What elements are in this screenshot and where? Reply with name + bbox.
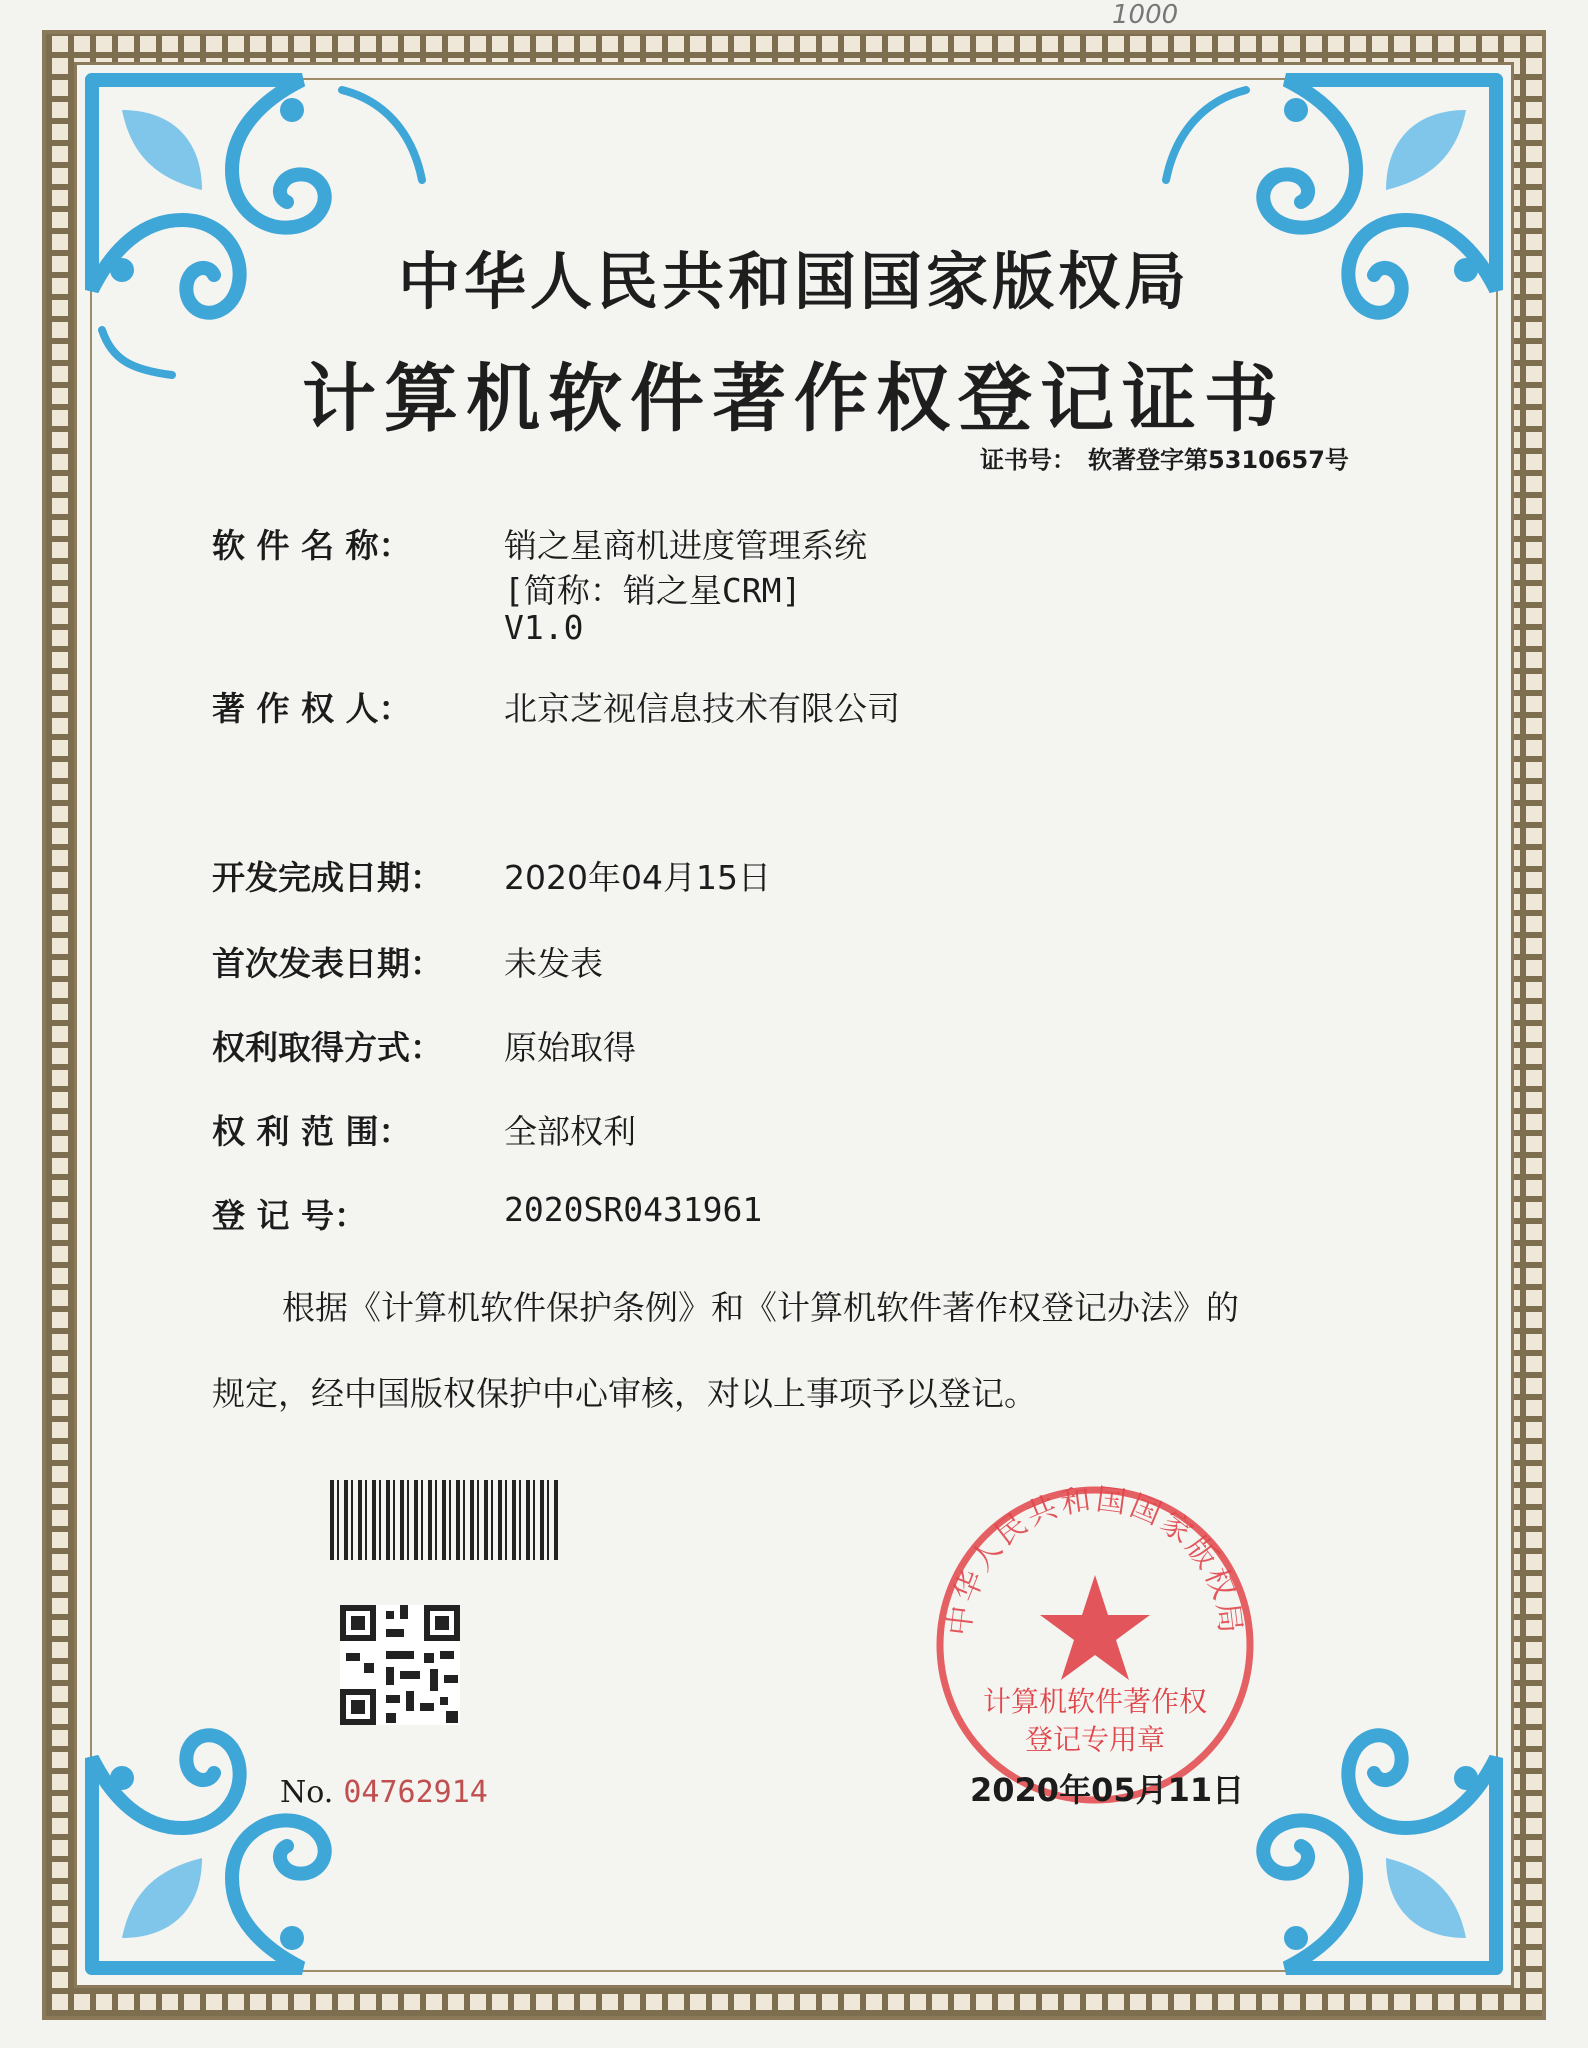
certificate-title: 计算机软件著作权登记证书 bbox=[302, 356, 1286, 442]
reg-no-value: 2020SR0431961 bbox=[504, 1190, 763, 1229]
corner-ornament-icon bbox=[82, 70, 442, 380]
software-name-value: 销之星商机进度管理系统 bbox=[504, 526, 867, 565]
reg-no-row bbox=[212, 1190, 763, 1237]
statement-line-1: 根据《计算机软件保护条例》和《计算机软件著作权登记办法》的 bbox=[282, 1288, 1239, 1327]
issue-date: 2020年05月11日 bbox=[970, 1771, 1245, 1809]
owner-label: 著 作 权 人： bbox=[212, 689, 412, 728]
statement-line-2: 规定，经中国版权保护中心审核，对以上事项予以登记。 bbox=[212, 1374, 1037, 1413]
official-seal-icon bbox=[930, 1480, 1260, 1810]
scope-row bbox=[212, 1106, 636, 1153]
first-pub-row bbox=[212, 938, 603, 985]
seal-line-1: 计算机软件著作权 bbox=[982, 1685, 1207, 1718]
certificate-number bbox=[980, 440, 1349, 475]
first-pub-value: 未发表 bbox=[504, 944, 603, 983]
software-name-row bbox=[212, 520, 867, 567]
seal-ring-text: 中华人民共和国国家版权局 bbox=[942, 1482, 1248, 1638]
owner-value: 北京芝视信息技术有限公司 bbox=[504, 689, 900, 728]
dev-date-row bbox=[212, 852, 771, 899]
dev-date-value: 2020年04月15日 bbox=[504, 858, 771, 897]
seal-line-2: 登记专用章 bbox=[1024, 1723, 1165, 1756]
qr-code-icon bbox=[340, 1605, 460, 1725]
handwritten-note: 1000 bbox=[1112, 0, 1179, 30]
first-pub-label: 首次发表日期： bbox=[212, 944, 443, 983]
software-name-label: 软 件 名 称： bbox=[212, 526, 412, 565]
serial-prefix: No. bbox=[280, 1775, 334, 1810]
acquire-label: 权利取得方式： bbox=[212, 1028, 443, 1067]
certificate-number-label: 证书号： bbox=[980, 446, 1076, 474]
owner-row bbox=[212, 683, 900, 730]
barcode bbox=[330, 1480, 558, 1560]
acquire-row bbox=[212, 1022, 636, 1069]
serial-number bbox=[280, 1775, 488, 1810]
serial-value: 04762914 bbox=[343, 1775, 488, 1810]
reg-no-label: 登 记 号： bbox=[212, 1196, 367, 1235]
corner-ornament-icon bbox=[1146, 70, 1506, 380]
software-version: V1.0 bbox=[504, 608, 584, 647]
acquire-value: 原始取得 bbox=[504, 1028, 636, 1067]
issuing-authority: 中华人民共和国国家版权局 bbox=[397, 245, 1190, 318]
dev-date-label: 开发完成日期： bbox=[212, 858, 443, 897]
software-abbreviation: [简称：销之星CRM] bbox=[504, 571, 802, 610]
scope-value: 全部权利 bbox=[504, 1112, 636, 1151]
scope-label: 权 利 范 围： bbox=[212, 1112, 412, 1151]
certificate-number-value: 软著登字第5310657号 bbox=[1088, 446, 1349, 474]
statement-paragraph bbox=[212, 1265, 1412, 1437]
